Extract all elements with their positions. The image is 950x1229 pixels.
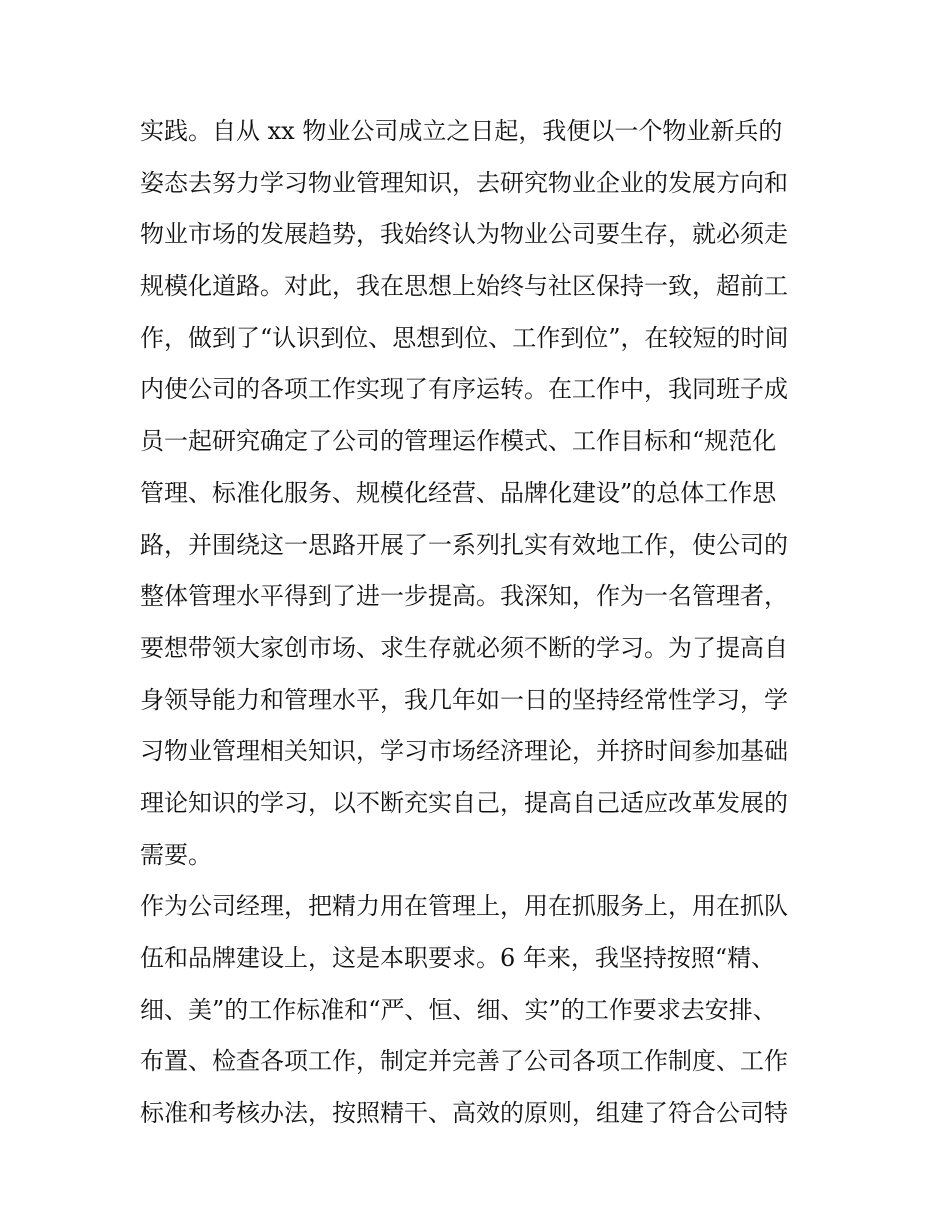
text-line: 整体管理水平得到了进一步提高。我深知，作为一名管理者， [140,582,788,611]
text-line: 路，并围绕这一思路开展了一系列扎实有效地工作，使公司的 [140,530,788,559]
text-line: 实践。自从 xx 物业公司成立之日起，我便以一个物业新兵的 [140,117,783,145]
text-line: 习物业管理相关知识，学习市场经济理论，并挤时间参加基础 [140,737,788,766]
text-line: 规模化道路。对此，我在思想上始终与社区保持一致，超前工 [140,272,788,301]
text-line: 物业市场的发展趋势，我始终认为物业公司要生存，就必须走 [140,220,788,249]
text-line: 身领导能力和管理水平，我几年如一日的坚持经常性学习，学 [140,685,788,714]
text-line: 作为公司经理，把精力用在管理上，用在抓服务上，用在抓队 [140,892,788,921]
text-line: 管理、标准化服务、规模化经营、品牌化建设”的总体工作思 [140,478,777,507]
text-line: 内使公司的各项工作实现了有序运转。在工作中，我同班子成 [140,375,788,404]
text-line: 理论知识的学习，以不断充实自己，提高自己适应改革发展的 [140,788,788,817]
text-line: 要想带领大家创市场、求生存就必须不断的学习。为了提高自 [140,633,788,662]
text-line: 伍和品牌建设上，这是本职要求。6 年来，我坚持按照“精、 [140,944,776,972]
text-line: 布置、检查各项工作，制定并完善了公司各项工作制度、工作 [140,1047,788,1076]
document-body [140,106,820,1140]
text-line: 员一起研究确定了公司的管理运作模式、工作目标和“规范化 [140,427,777,456]
text-line: 需要。 [140,840,212,869]
text-line: 标准和考核办法，按照精干、高效的原则，组建了符合公司特 [140,1099,788,1128]
text-line: 细、美”的工作标准和“严、恒、细、实”的工作要求去安排、 [140,995,777,1024]
text-line: 姿态去努力学习物业管理知识，去研究物业企业的发展方向和 [140,168,788,197]
text-line: 作，做到了“认识到位、思想到位、工作到位”，在较短的时间 [140,323,789,352]
